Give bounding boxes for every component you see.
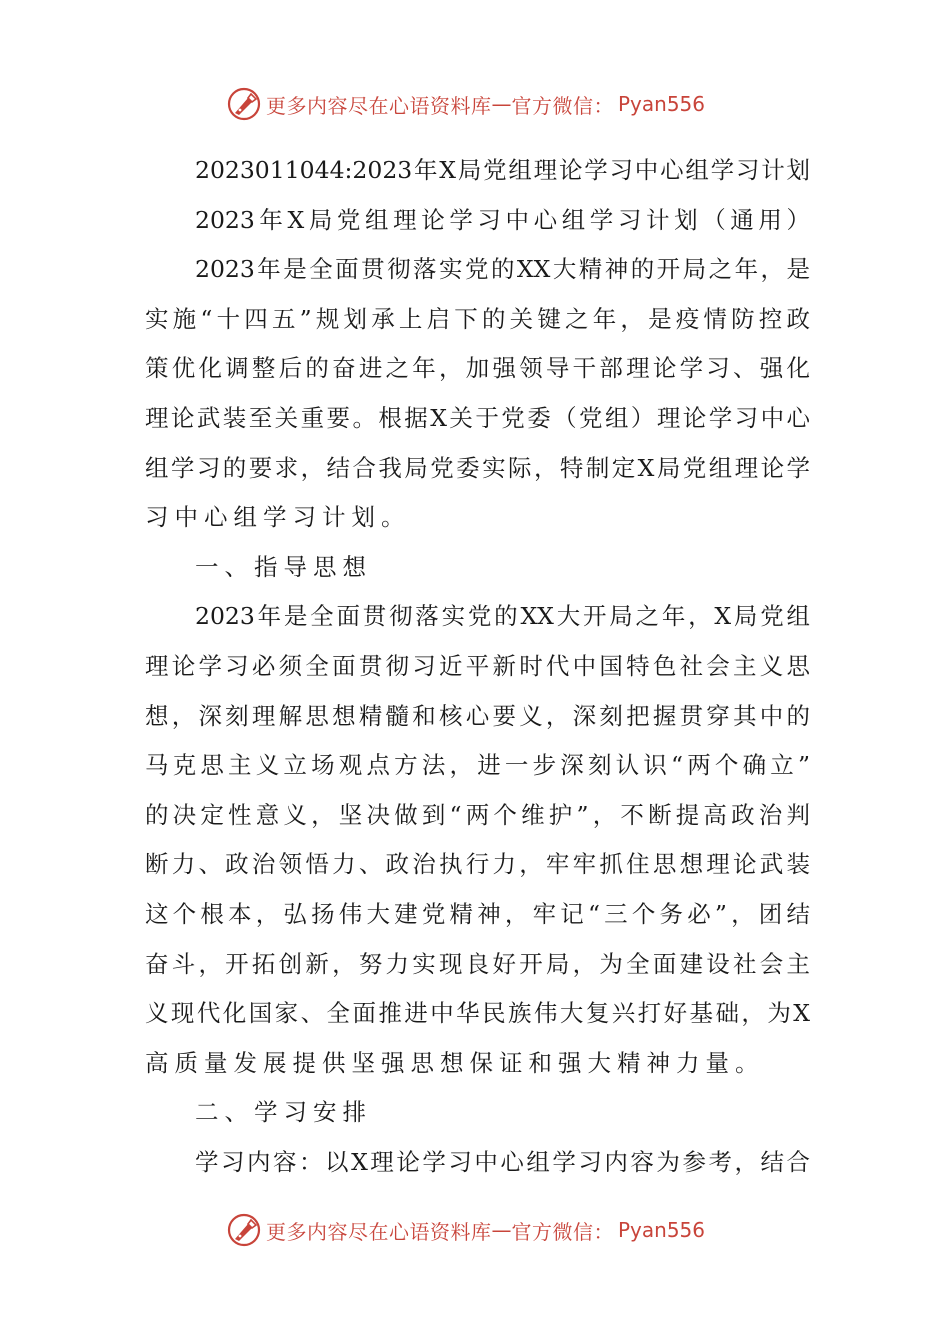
document-line: 断力、政治领悟力、政治执行力，牢牢抓住思想理论武装 [145, 850, 810, 879]
document-line: 2023年是全面贯彻落实党的XX大精神的开局之年，是 [195, 255, 810, 284]
document-line: 这个根本，弘扬伟大建党精神，牢记“三个务必”，团结 [145, 900, 810, 928]
document-line: 想，深刻理解思想精髓和核心要义，深刻把握贯穿其中的 [145, 701, 810, 730]
document-line: 习中心组学习计划。 [145, 503, 411, 532]
document-line: 二、学习安排 [195, 1098, 372, 1127]
document-line: 高质量发展提供坚强思想保证和强大精神力量。 [145, 1048, 765, 1077]
document-line: 理论武装至关重要。根据X关于党委（党组）理论学习中心 [145, 404, 810, 432]
watermark-account-handle: Pyan556 [618, 1218, 706, 1242]
document-line: 一、指导思想 [195, 552, 372, 581]
watermark-separator: — [491, 1218, 512, 1242]
watermark-account-handle: Pyan556 [618, 92, 706, 116]
pen-nib-logo-icon [226, 1212, 262, 1248]
document-line: 组学习的要求，结合我局党委实际，特制定X局党组理论学 [145, 453, 810, 482]
top-watermark-banner [226, 84, 705, 124]
document-line: 义现代化国家、全面推进中华民族伟大复兴打好基础，为X [145, 999, 810, 1028]
document-line: 2023011044:2023年X局党组理论学习中心组学习计划 [195, 156, 810, 184]
watermark-separator: — [491, 92, 512, 116]
document-line: 理论学习必须全面贯彻习近平新时代中国特色社会主义思 [145, 652, 810, 680]
document-line: 实施“十四五”规划承上启下的关键之年，是疫情防控政 [145, 304, 810, 333]
document-line: 2023年X局党组理论学习中心组学习计划（通用） [195, 205, 810, 234]
document-line: 2023年是全面贯彻落实党的XX大开局之年，X局党组 [195, 602, 810, 631]
watermark-main-text: 更多内容尽在心语资料库 [266, 93, 492, 118]
watermark-account-label: 官方微信： [511, 1219, 614, 1244]
document-line: 学习内容：以X理论学习中心组学习内容为参考，结合 [195, 1148, 810, 1176]
document-line: 奋斗，开拓创新，努力实现良好开局，为全面建设社会主 [145, 949, 810, 978]
document-line: 的决定性意义，坚决做到“两个维护”，不断提高政治判 [145, 800, 810, 829]
watermark-main-text: 更多内容尽在心语资料库 [266, 1219, 492, 1244]
document-line: 马克思主义立场观点方法，进一步深刻认识“两个确立” [145, 751, 810, 780]
pen-nib-logo-icon [226, 86, 262, 122]
bottom-watermark-banner [226, 1210, 705, 1250]
watermark-account-label: 官方微信： [511, 93, 614, 118]
document-line: 策优化调整后的奋进之年，加强领导干部理论学习、强化 [145, 354, 810, 383]
